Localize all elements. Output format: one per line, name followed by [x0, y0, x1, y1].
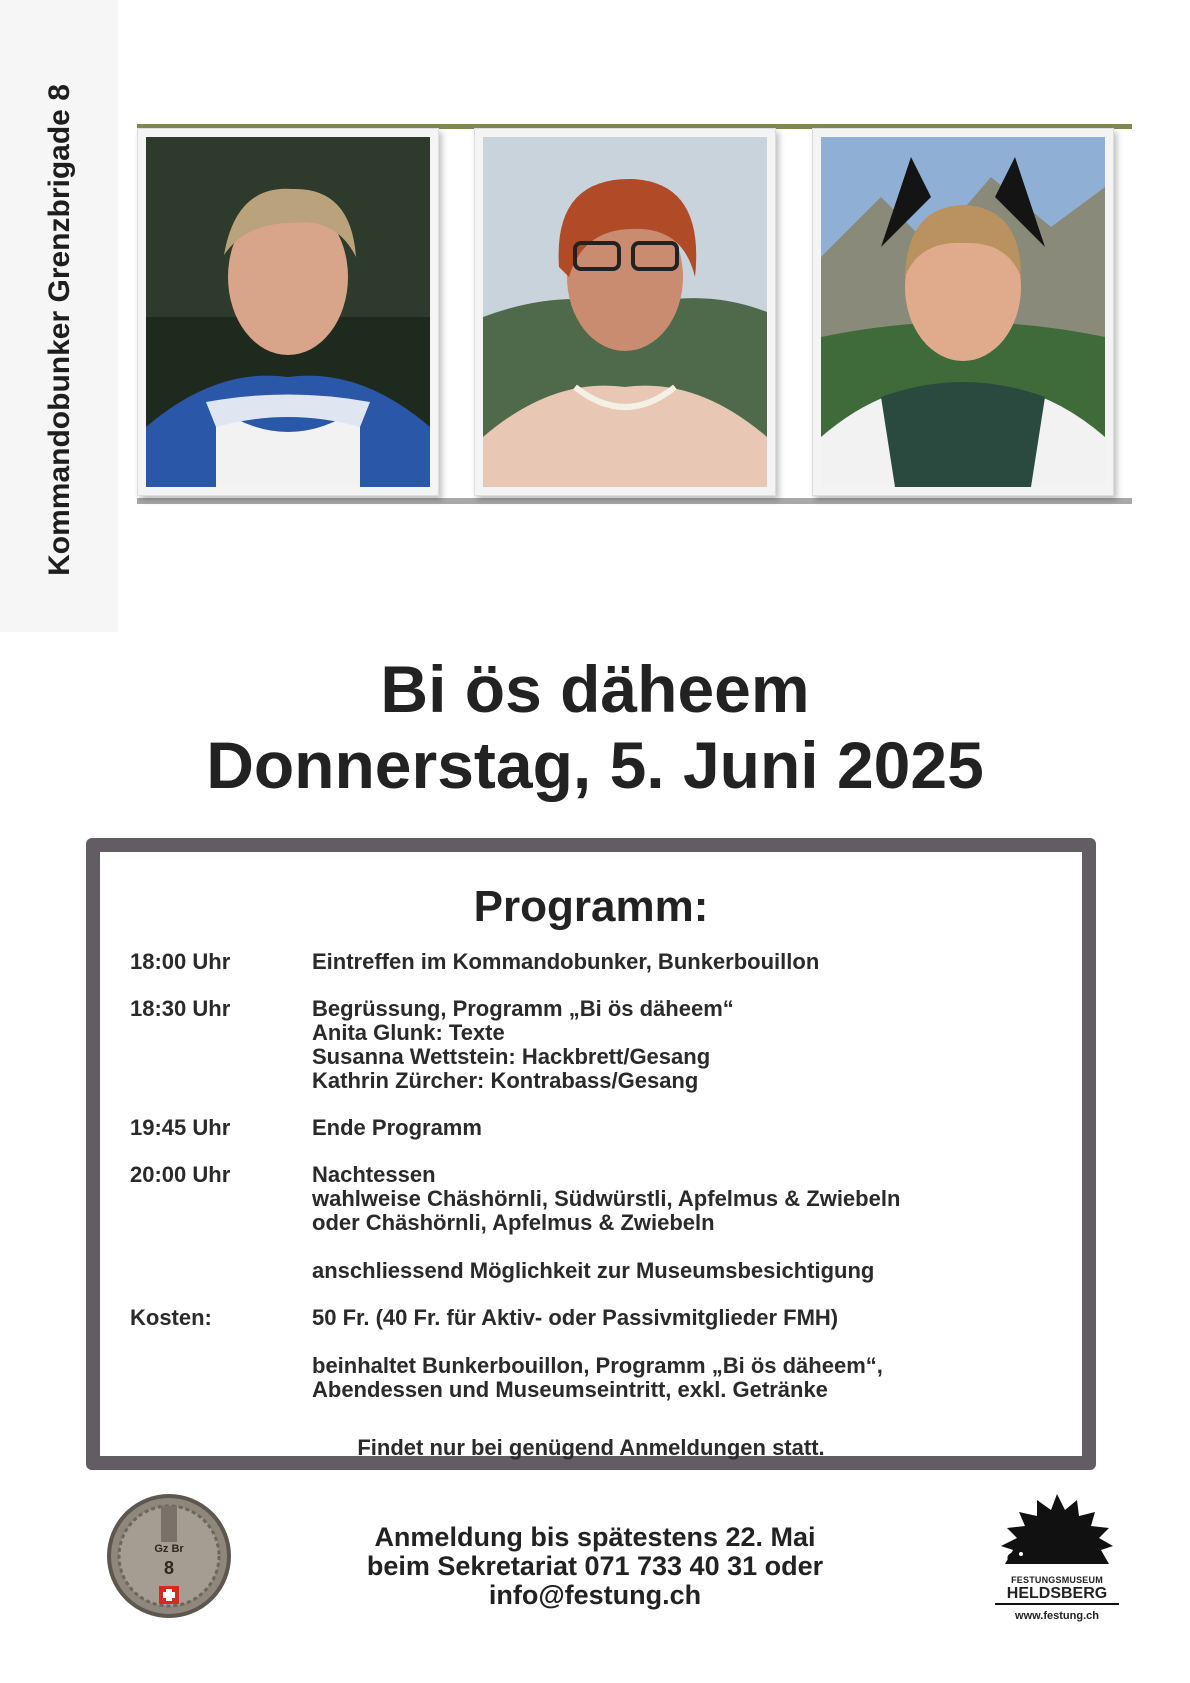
program-desc — [312, 950, 1062, 974]
program-box — [86, 838, 1096, 1470]
program-line: Anita Glunk: Texte — [312, 1020, 505, 1045]
registration-line-2: beim Sekretariat 071 733 40 31 oder — [366, 1551, 824, 1581]
logo-url: www.festung.ch — [1015, 1610, 1099, 1622]
program-line: Ende Programm — [312, 1115, 482, 1140]
photo-band — [137, 124, 1132, 504]
logo-name: HELDSBERG — [995, 1585, 1119, 1605]
badge-text-1: Gz Br — [154, 1543, 184, 1555]
band-line-bottom — [137, 498, 1132, 504]
program-desc — [312, 997, 1062, 1093]
program-line: Nachtessen — [312, 1162, 436, 1187]
event-title: Bi ös däheem — [380, 652, 810, 726]
registration-email: info@festung.ch — [488, 1580, 702, 1610]
program-line: anschliessend Möglichkeit zur Museumsbesichtigung — [312, 1258, 875, 1283]
program-desc — [312, 1354, 1062, 1402]
program-line: Kathrin Zürcher: Kontrabass/Gesang — [312, 1068, 699, 1093]
hedgehog-icon — [997, 1490, 1117, 1568]
program-line: Abendessen und Museumseintritt, exkl. Getränke — [312, 1377, 828, 1402]
program-heading: Programm: — [473, 882, 709, 931]
museum-logo — [995, 1490, 1119, 1622]
program-line: Eintreffen im Kommandobunker, Bunkerbouillon — [312, 949, 820, 974]
program-notice: Findet nur bei genügend Anmeldungen statt. — [357, 1435, 825, 1460]
program-time: 18:00 Uhr — [130, 949, 231, 974]
portrait-photo-1 — [137, 128, 439, 496]
program-line: wahlweise Chäshörnli, Südwürstli, Apfelmus & Zwiebeln — [312, 1186, 901, 1211]
program-line: oder Chäshörnli, Apfelmus & Zwiebeln — [312, 1210, 715, 1235]
portrait-2-image — [483, 137, 767, 487]
program-time: 19:45 Uhr — [130, 1115, 231, 1140]
program-desc — [312, 1116, 1062, 1140]
registration-line-1: Anmeldung bis spätestens 22. Mai — [374, 1522, 816, 1552]
program-desc — [312, 1306, 1062, 1330]
program-line: Begrüssung, Programm „Bi ös däheem“ — [312, 996, 734, 1021]
event-date: Donnerstag, 5. Juni 2025 — [206, 728, 984, 802]
program-time: 20:00 Uhr — [130, 1162, 231, 1187]
portrait-photo-2 — [474, 128, 776, 496]
portrait-1-image — [146, 137, 430, 487]
program-line: beinhaltet Bunkerbouillon, Programm „Bi ös däheem“, — [312, 1353, 883, 1378]
side-title: Kommandobunker Grenzbrigade 8 — [43, 84, 76, 576]
program-desc — [312, 1259, 1062, 1283]
program-desc — [312, 1163, 1062, 1235]
program-time: 18:30 Uhr — [130, 996, 231, 1021]
portrait-3-image — [821, 137, 1105, 487]
program-time: Kosten: — [130, 1305, 212, 1330]
badge-text-2: 8 — [163, 1558, 175, 1578]
program-line: Susanna Wettstein: Hackbrett/Gesang — [312, 1044, 711, 1069]
program-line: 50 Fr. (40 Fr. für Aktiv- oder Passivmitglieder FMH) — [312, 1305, 839, 1330]
brigade-badge-icon — [105, 1492, 233, 1620]
registration-info — [300, 1523, 890, 1610]
logo-small-text: FESTUNGSMUSEUM — [1011, 1575, 1103, 1585]
portrait-photo-3 — [812, 128, 1114, 496]
